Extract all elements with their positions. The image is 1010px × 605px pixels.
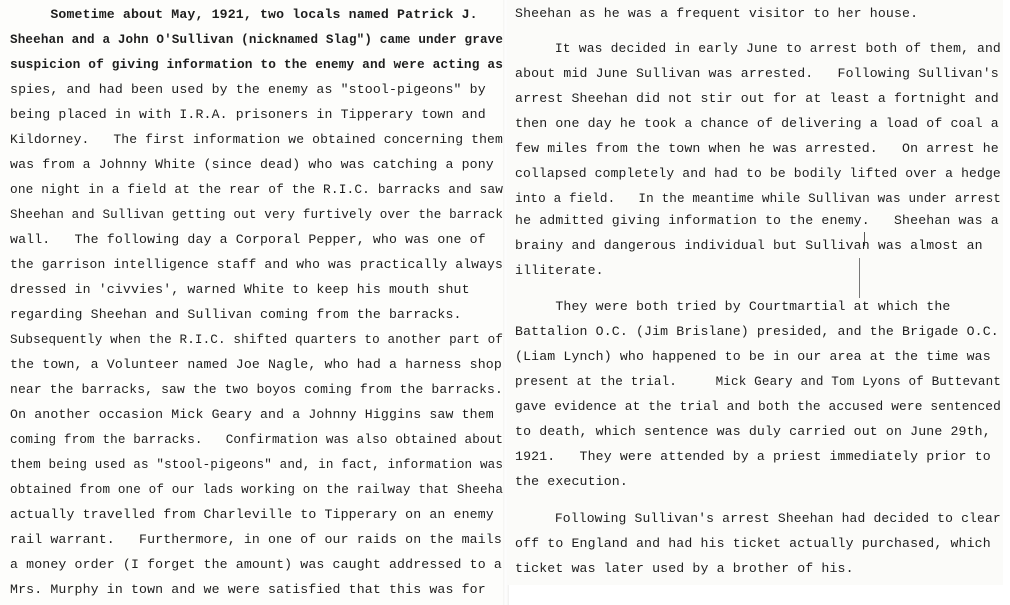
text-line: into a field. In the meantime while Sullivan was under arrest bbox=[515, 191, 1002, 206]
scan-mark bbox=[859, 258, 860, 298]
text-line: few miles from the town when he was arrested. On arrest he bbox=[515, 141, 999, 156]
text-line: he admitted giving information to the enemy. Sheehan was a bbox=[515, 213, 999, 228]
text-line: the garrison intelligence staff and who was practically always bbox=[10, 257, 503, 272]
text-line: spies, and had been used by the enemy as "stool-pigeons" by bbox=[10, 82, 486, 97]
text-line: dressed in 'civvies', warned White to keep his mouth shut bbox=[10, 282, 470, 297]
text-line: the town, a Volunteer named Joe Nagle, who had a harness shop bbox=[10, 357, 502, 372]
text-line: collapsed completely and had to be bodily lifted over a hedge bbox=[515, 166, 1001, 181]
text-line: then one day he took a chance of delivering a load of coal a bbox=[515, 116, 999, 131]
text-line: ticket was later used by a brother of his. bbox=[515, 561, 854, 576]
right-page bbox=[507, 0, 1003, 585]
text-line: coming from the barracks. Confirmation was also obtained about bbox=[10, 432, 504, 447]
text-line: Mrs. Murphy in town and we were satisfied that this was for bbox=[10, 582, 486, 597]
text-line: Following Sullivan's arrest Sheehan had decided to clear bbox=[515, 511, 1001, 526]
text-line: one night in a field at the rear of the R.I.C. barracks and saw bbox=[10, 182, 504, 197]
text-line: illiterate. bbox=[515, 263, 604, 278]
text-line: about mid June Sullivan was arrested. Following Sullivan's bbox=[515, 66, 999, 81]
text-line: Sometime about May, 1921, two locals named Patrick J. bbox=[10, 7, 478, 22]
text-line: a money order (I forget the amount) was caught addressed to a bbox=[10, 557, 502, 572]
text-line: rail warrant. Furthermore, in one of our raids on the mails bbox=[10, 532, 502, 547]
text-line: brainy and dangerous individual but Sullivan was almost an bbox=[515, 238, 983, 253]
text-line: (Liam Lynch) who happened to be in our area at the time was bbox=[515, 349, 991, 364]
text-line: Kildorney. The first information we obtained concerning them bbox=[10, 132, 503, 147]
text-line: Sheehan as he was a frequent visitor to her house. bbox=[515, 6, 919, 21]
text-line: present at the trial. Mick Geary and Tom Lyons of Buttevant bbox=[515, 374, 1002, 389]
text-line: Sheehan and Sullivan getting out very furtively over the barrack bbox=[10, 207, 504, 222]
text-line: to death, which sentence was duly carried out on June 29th, bbox=[515, 424, 991, 439]
text-line: being placed in with I.R.A. prisoners in Tipperary town and bbox=[10, 107, 486, 122]
text-line: actually travelled from Charleville to Tipperary on an enemy bbox=[10, 507, 494, 522]
text-line: Subsequently when the R.I.C. shifted quarters to another part of bbox=[10, 332, 504, 347]
text-line: Battalion O.C. (Jim Brislane) presided, and the Brigade O.C. bbox=[515, 324, 999, 339]
text-line: regarding Sheehan and Sullivan coming from the barracks. bbox=[10, 307, 462, 322]
text-line: wall. The following day a Corporal Pepper, who was one of bbox=[10, 232, 486, 247]
text-line: It was decided in early June to arrest both of them, and bbox=[515, 41, 1001, 56]
text-line: arrest Sheehan did not stir out for at least a fortnight and bbox=[515, 91, 999, 106]
text-line: They were both tried by Courtmartial at which the bbox=[515, 299, 951, 314]
text-line: near the barracks, saw the two boyos coming from the barracks. bbox=[10, 382, 503, 397]
text-line: them being used as "stool-pigeons" and, in fact, information was bbox=[10, 457, 504, 472]
text-line: the execution. bbox=[515, 474, 628, 489]
text-line: 1921. They were attended by a priest immediately prior to bbox=[515, 449, 991, 464]
text-line: was from a Johnny White (since dead) who was catching a pony bbox=[10, 157, 494, 172]
text-line: gave evidence at the trial and both the accused were sentenced bbox=[515, 399, 1001, 414]
text-line: off to England and had his ticket actually purchased, which bbox=[515, 536, 991, 551]
text-line: Sheehan and a John O'Sullivan (nicknamed Slag") came under grave bbox=[10, 32, 504, 47]
text-line: obtained from one of our lads working on the railway that Sheeha bbox=[10, 482, 504, 497]
text-line: suspicion of giving information to the enemy and were acting as bbox=[10, 57, 504, 72]
text-line: On another occasion Mick Geary and a Johnny Higgins saw them bbox=[10, 407, 494, 422]
